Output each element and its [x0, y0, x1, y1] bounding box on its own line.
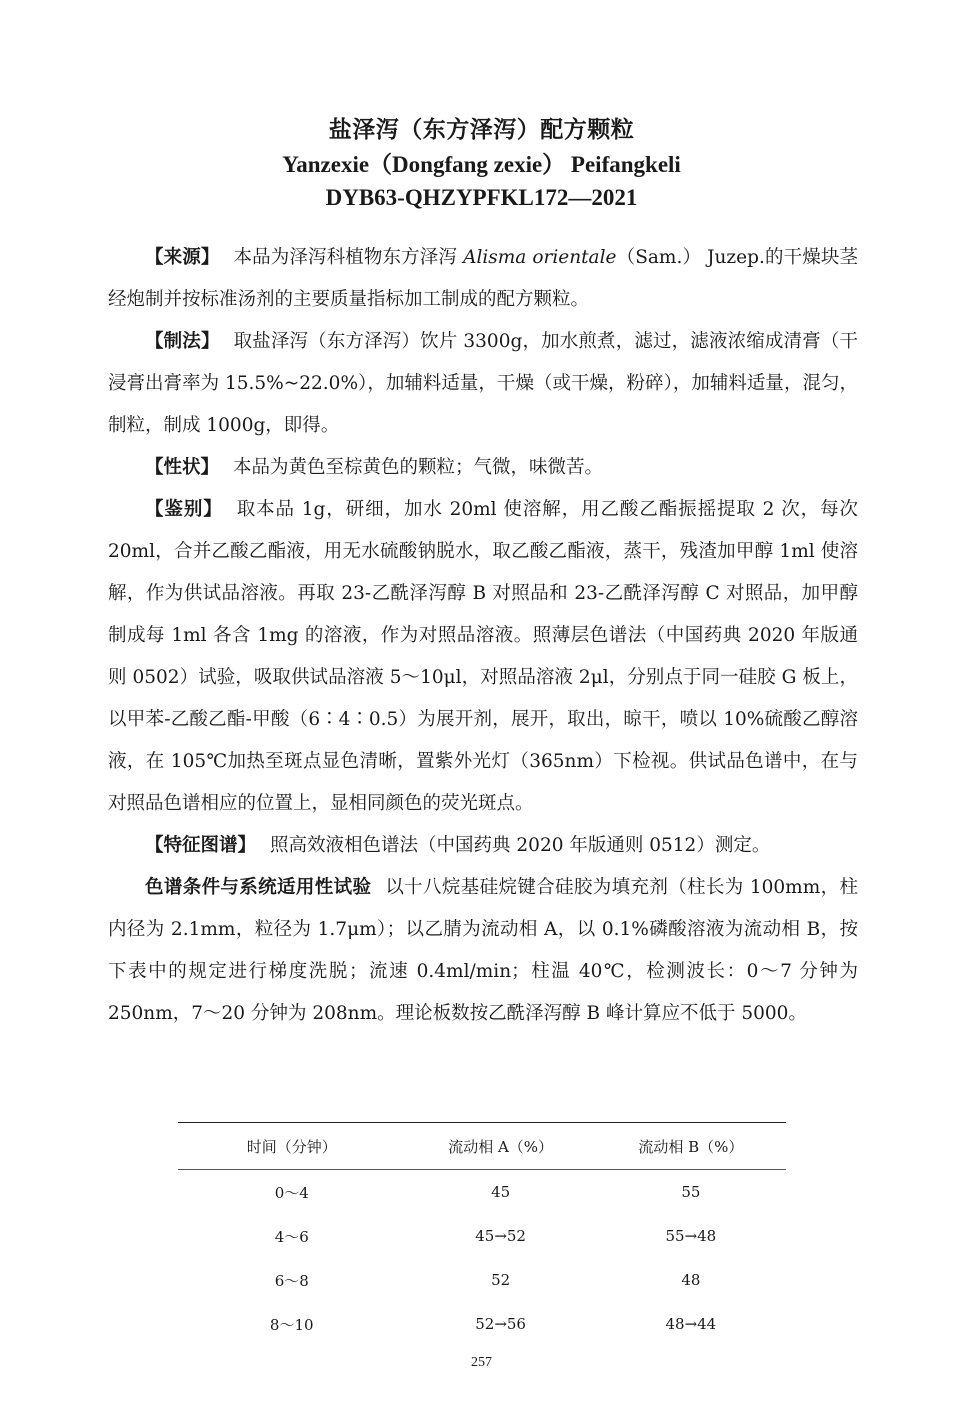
monograph-body	[108, 237, 858, 1035]
table-header-phase-a: 流动相 A（%）	[448, 1137, 554, 1156]
title-chinese: 盐泽泻（东方泽泻）配方颗粒	[328, 117, 635, 143]
table-header-time: 时间（分钟）	[246, 1137, 337, 1156]
title-pinyin: Yanzexie（Dongfang zexie） Peifangkeli	[282, 152, 681, 177]
section-conditions	[108, 867, 858, 1035]
table-cell-phase-a: 52	[491, 1271, 511, 1289]
table-row	[178, 1302, 786, 1346]
section-source	[108, 237, 858, 321]
table-cell-time: 6～8	[274, 1271, 309, 1290]
section-preparation	[108, 321, 858, 447]
section-label-preparation: 【制法】	[145, 331, 220, 352]
section-label-identification: 【鉴别】	[145, 499, 223, 520]
table-header-phase-b: 流动相 B（%）	[638, 1137, 744, 1156]
section-label-conditions: 色谱条件与系统适用性试验	[145, 877, 372, 898]
preparation-text: 取盐泽泻（东方泽泻）饮片 3300g，加水煎煮，滤过，滤液浓缩成清膏（干浸膏出膏率为 15.5%~22.0%），加辅料适量，干燥（或干燥，粉碎），加辅料适量，混匀，制粒，制成 1000g，即得。	[108, 331, 858, 436]
table-row	[178, 1258, 786, 1302]
section-label-fingerprint: 【特征图谱】	[145, 835, 257, 856]
latin-name: Alisma orientale	[463, 247, 617, 268]
table-row	[178, 1214, 786, 1258]
table-cell-phase-a: 45→52	[475, 1227, 526, 1245]
section-identification	[108, 489, 858, 825]
source-text-after: （Sam.） Juzep.的干燥块茎经炮制并按标准汤剂的主要质量指标加工制成的配方颗粒。	[108, 247, 858, 310]
identification-text: 取本品 1g，研细，加水 20ml 使溶解，用乙酸乙酯振摇提取 2 次，每次 20ml，合并乙酸乙酯液，用无水硫酸钠脱水，取乙酸乙酯液，蒸干，残渣加甲醇 1ml 使溶解，作为供试品溶液。再取 23-乙酰泽泻醇 B 对照品和 23-乙酰泽泻醇 C 对照品，加甲醇制成每 1ml 各含 1mg 的溶液，作为对照品溶液。照薄层色谱法（中国药典 2020 年版通则 0502）试验，吸取供试品溶液 5～10μl，对照品溶液 2μl，分别点于同一硅胶 G 板上，以甲苯-乙酸乙酯-甲酸（6∶4∶0.5）为展开剂，展开，取出，晾干，喷以 10%硫酸乙醇溶液，在 105℃加热至斑点显色清晰，置紫外光灯（365nm）下检视。供试品色谱中，在与对照品色谱相应的位置上，显相同颜色的荧光斑点。	[108, 499, 858, 814]
section-fingerprint	[108, 825, 858, 867]
table-header-row	[178, 1123, 786, 1170]
character-text: 本品为黄色至棕黄色的颗粒；气微，味微苦。	[233, 457, 604, 478]
gradient-table	[178, 1122, 786, 1346]
table-cell-time: 8～10	[269, 1315, 314, 1334]
table-cell-time: 4～6	[274, 1227, 309, 1246]
table-cell-phase-a: 52→56	[475, 1315, 526, 1333]
conditions-text: 以十八烷基硅烷键合硅胶为填充剂（柱长为 100mm，柱内径为 2.1mm，粒径为 1.7μm）；以乙腈为流动相 A，以 0.1%磷酸溶液为流动相 B，按下表中的规定进行梯度洗脱；流速 0.4ml/min；柱温 40℃，检测波长：0～7 分钟为 250nm，7～20 分钟为 208nm。理论板数按乙酰泽泻醇 B 峰计算应不低于 5000。	[108, 877, 858, 1024]
section-label-character: 【性状】	[145, 457, 220, 478]
table-cell-phase-a: 45	[491, 1183, 511, 1201]
fingerprint-text: 照高效液相色谱法（中国药典 2020 年版通则 0512）测定。	[270, 835, 771, 856]
table-cell-time: 0～4	[274, 1183, 309, 1202]
page-number: 257	[471, 1355, 492, 1370]
table-row	[178, 1170, 786, 1215]
title-block	[0, 112, 963, 214]
table-cell-phase-b: 55→48	[665, 1227, 717, 1245]
table-cell-phase-b: 48→44	[665, 1315, 717, 1333]
table-cell-phase-b: 48	[681, 1271, 701, 1289]
standard-code: DYB63-QHZYPFKL172—2021	[325, 185, 638, 210]
section-label-source: 【来源】	[145, 247, 220, 268]
table-cell-phase-b: 55	[681, 1183, 701, 1201]
source-text-before: 本品为泽泻科植物东方泽泻	[233, 247, 464, 268]
gradient-table-wrapper	[178, 1122, 786, 1346]
section-character	[108, 447, 858, 489]
